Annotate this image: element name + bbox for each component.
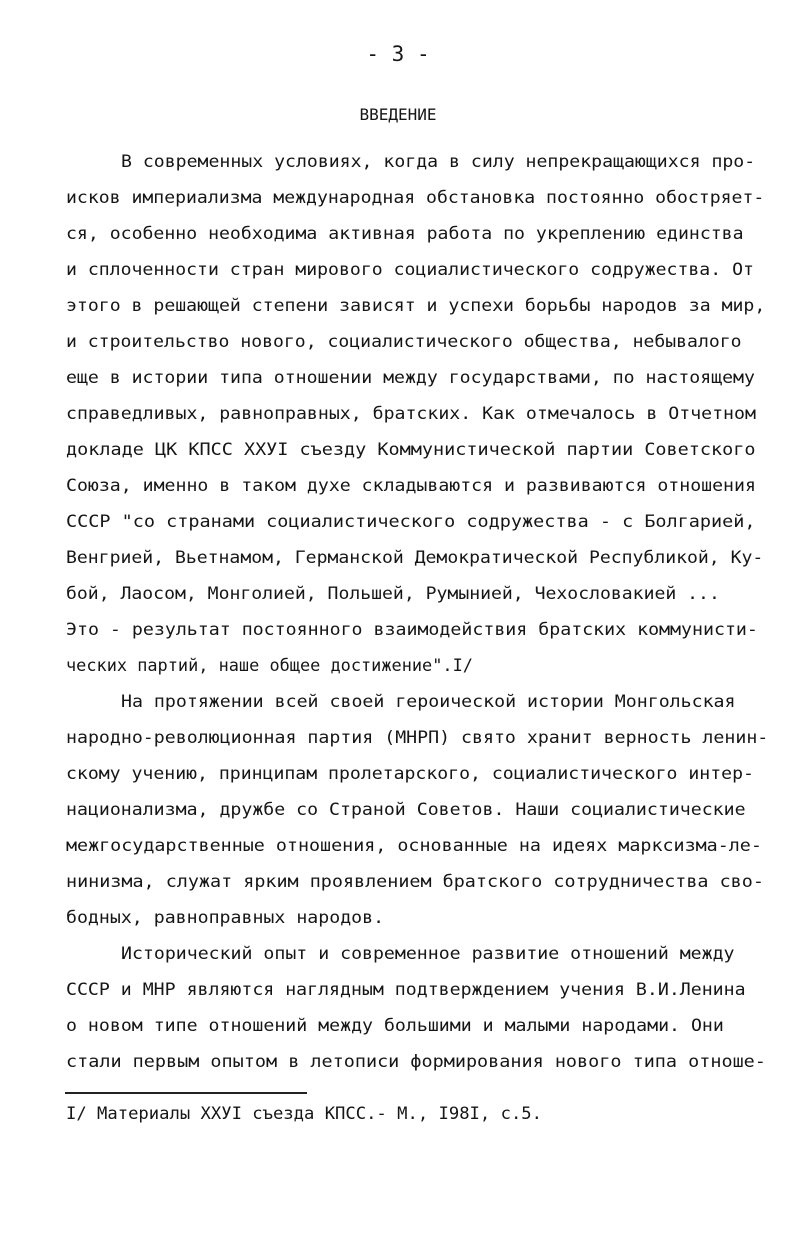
- footnote-separator: [65, 1092, 307, 1094]
- text-line: докладе ЦК КПСС XXУI съезду Коммунистической партии Советского: [66, 440, 756, 460]
- text-line: скому учению, принципам пролетарского, социалистического интер-: [66, 764, 754, 784]
- text-line: Исторический опыт и современное развитие отношений между: [121, 944, 735, 964]
- text-line: ческих партий, наше общее достижение".I/: [66, 656, 473, 676]
- page-number: - 3 -: [366, 42, 430, 66]
- text-line: справедливых, равноправных, братских. Как отмечалось в Отчетном: [66, 404, 756, 424]
- text-line: еще в истории типа отношении между государствами, по настоящему: [66, 368, 755, 388]
- text-line: и сплоченности стран мирового социалистического содружества. От: [66, 260, 754, 280]
- footnote: I/ Материалы XXУI съезда КПСС.- М., I98I, с.5.: [66, 1104, 542, 1124]
- text-line: бодных, равноправных народов.: [66, 908, 385, 928]
- text-line: ся, особенно необходима активная работа по укреплению единства: [66, 224, 744, 244]
- text-line: СССР и МНР являются наглядным подтверждением учения В.И.Ленина: [66, 980, 746, 1000]
- text-line: о новом типе отношений между большими и малыми народами. Они: [66, 1016, 724, 1036]
- section-heading: ВВЕДЕНИЕ: [359, 105, 437, 124]
- text-line: В современных условиях, когда в силу непрекращающихся про-: [121, 152, 756, 172]
- text-line: стали первым опытом в летописи формирования нового типа отноше-: [66, 1052, 766, 1072]
- text-line: этого в решающей степени зависят и успехи борьбы народов за мир,: [66, 296, 766, 316]
- text-line: бой, Лаосом, Монголией, Польшей, Румынией, Чехословакией ...: [66, 584, 720, 604]
- text-line: народно-революционная партия (МНРП) свято хранит верность ленин-: [66, 728, 769, 748]
- text-line: СССР "со странами социалистического содружества - с Болгарией,: [66, 512, 756, 532]
- text-line: нинизма, служат ярким проявлением братского сотрудничества сво-: [66, 872, 764, 892]
- text-line: Это - результат постоянного взаимодействия братских коммунисти-: [66, 620, 758, 640]
- text-line: исков империализма международная обстановка постоянно обостряет-: [66, 188, 765, 208]
- text-line: межгосударственные отношения, основанные на идеях марксизма-ле-: [66, 836, 762, 856]
- text-line: национализма, дружбе со Страной Советов. Наши социалистические: [66, 800, 746, 820]
- text-line: Союза, именно в таком духе складываются и развиваются отношения: [66, 476, 756, 496]
- text-line: и строительство нового, социалистического общества, небывалого: [66, 332, 742, 352]
- text-line: Венгрией, Вьетнамом, Германской Демократической Республикой, Ку-: [66, 548, 764, 568]
- text-line: На протяжении всей своей героической истории Монгольская: [121, 692, 736, 712]
